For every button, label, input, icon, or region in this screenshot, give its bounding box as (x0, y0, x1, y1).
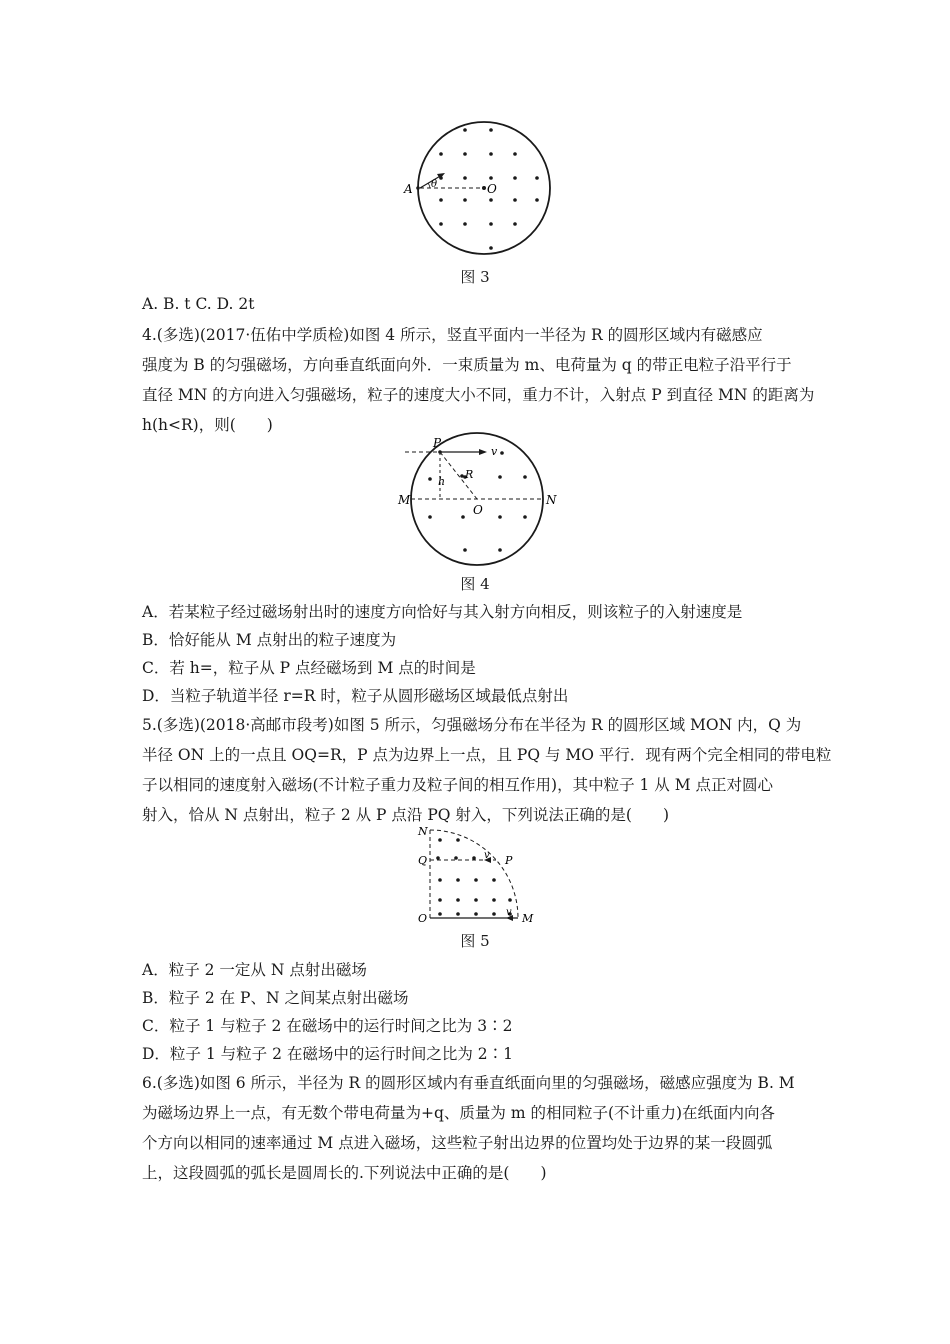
field-dot (463, 198, 467, 202)
q4-line-1: 4.(多选)(2017·伍佑中学质检)如图 4 所示，竖直平面内一半径为 R 的圆形区域内有磁感应 (142, 326, 763, 344)
label-m: M (398, 493, 411, 507)
label-v: v (491, 445, 498, 458)
field-dot (463, 128, 467, 132)
field-dot (474, 878, 478, 882)
field-dot (508, 898, 512, 902)
field-dot (438, 912, 442, 916)
q4-line-4: h(h<R)，则( ) (142, 416, 273, 434)
point-r (460, 474, 464, 478)
q4-option-a: A．若某粒子经过磁场射出时的速度方向恰好与其入射方向相反，则该粒子的入射速度是 (142, 603, 743, 621)
q4-option-c: C．若 h=，粒子从 P 点经磁场到 M 点的时间是 (142, 659, 476, 677)
field-dot (489, 176, 493, 180)
field-dot (513, 176, 517, 180)
field-dot (535, 198, 539, 202)
field-dot (456, 912, 460, 916)
q6-line-1: 6.(多选)如图 6 所示，半径为 R 的圆形区域内有垂直纸面向里的匀强磁场，磁感应强度为 B. M (142, 1074, 795, 1092)
q4-line-3: 直径 MN 的方向进入匀强磁场，粒子的速度大小不同，重力不计，入射点 P 到直径 MN 的距离为 (142, 386, 815, 404)
label-q: Q (418, 854, 428, 867)
q5-line-4: 射入，恰从 N 点射出，粒子 2 从 P 点沿 PQ 射入，下列说法正确的是( ) (142, 806, 670, 824)
field-dot (456, 898, 460, 902)
field-dot (474, 898, 478, 902)
field-dot (492, 912, 496, 916)
label-theta: θ (431, 179, 438, 190)
field-dot (463, 152, 467, 156)
figure-4-diagram (395, 432, 565, 572)
figure-3-diagram (395, 118, 565, 268)
figure-5-diagram (410, 822, 540, 927)
point-p (438, 450, 442, 454)
q5-line-3: 子以相同的速度射入磁场(不计粒子重力及粒子间的相互作用)，其中粒子 1 从 M 点正对圆心 (142, 776, 774, 794)
field-dot (489, 246, 493, 250)
entry-point (416, 186, 420, 190)
q5-option-a: A．粒子 2 一定从 N 点射出磁场 (142, 961, 367, 979)
field-dots (436, 838, 512, 916)
figure-3-caption: 图 3 (460, 268, 490, 286)
field-dot (474, 912, 478, 916)
label-v2: v (506, 907, 512, 918)
field-dot (513, 222, 517, 226)
label-p: P (433, 436, 442, 450)
q4-option-b: B．恰好能从 M 点射出的粒子速度为 (142, 631, 397, 649)
q5-option-b: B．粒子 2 在 P、N 之间某点射出磁场 (142, 989, 409, 1007)
q6-line-4: 上，这段圆弧的弧长是圆周长的.下列说法中正确的是( ) (142, 1164, 547, 1182)
field-dot (456, 878, 460, 882)
field-dot (492, 898, 496, 902)
arrow-head (479, 449, 487, 455)
center-point (482, 186, 486, 190)
label-n: N (546, 493, 557, 507)
label-v1: v (484, 850, 490, 861)
field-dot (463, 222, 467, 226)
field-dot (535, 176, 539, 180)
figure-5-caption: 图 5 (460, 932, 490, 950)
field-dot (438, 878, 442, 882)
field-dot (438, 838, 442, 842)
q4-option-d: D．当粒子轨道半径 r=R 时，粒子从圆形磁场区域最低点射出 (142, 687, 569, 705)
field-dot (439, 222, 443, 226)
field-dot (492, 878, 496, 882)
label-n: N (418, 825, 428, 838)
q4-line-2: 强度为 B 的匀强磁场，方向垂直纸面向外．一束质量为 m、电荷量为 q 的带正电粒子沿平行于 (142, 356, 792, 374)
field-dot (513, 198, 517, 202)
label-o: O (487, 182, 497, 196)
label-m: M (522, 912, 534, 925)
field-dot (463, 176, 467, 180)
field-dot (439, 152, 443, 156)
label-a: A (404, 182, 413, 196)
label-p: P (505, 854, 513, 867)
quarter-arc (430, 830, 518, 918)
field-dot (489, 128, 493, 132)
field-dot (454, 856, 458, 860)
field-dot (438, 898, 442, 902)
label-h: h (438, 475, 446, 488)
field-dot (489, 198, 493, 202)
field-dot (439, 198, 443, 202)
field-dot (489, 222, 493, 226)
q5-option-d: D．粒子 1 与粒子 2 在磁场中的运行时间之比为 2∶1 (142, 1045, 514, 1063)
field-dot (513, 152, 517, 156)
q6-line-3: 个方向以相同的速率通过 M 点进入磁场，这些粒子射出边界的位置均处于边界的某一段圆弧 (142, 1134, 773, 1152)
q5-line-2: 半径 ON 上的一点且 OQ=R，P 点为边界上一点，且 PQ 与 MO 平行．现有两个完全相同的带电粒 (142, 746, 832, 764)
field-dot (436, 856, 440, 860)
field-dot (472, 856, 476, 860)
figure-4-caption: 图 4 (460, 575, 490, 593)
field-dot (456, 838, 460, 842)
q3-options: A. B. t C. D. 2t (142, 295, 255, 313)
q5-option-c: C．粒子 1 与粒子 2 在磁场中的运行时间之比为 3∶2 (142, 1017, 513, 1035)
label-o: O (473, 503, 483, 517)
q6-line-2: 为磁场边界上一点，有无数个带电荷量为+q、质量为 m 的相同粒子(不计重力)在纸面内向各 (142, 1104, 776, 1122)
label-o: O (418, 912, 428, 925)
field-dot (489, 152, 493, 156)
angle-arc (428, 183, 430, 188)
q5-line-1: 5.(多选)(2018·高邮市段考)如图 5 所示，匀强磁场分布在半径为 R 的圆形区域 MON 内，Q 为 (142, 716, 802, 734)
label-r: R (465, 468, 474, 481)
field-dots (428, 451, 527, 552)
